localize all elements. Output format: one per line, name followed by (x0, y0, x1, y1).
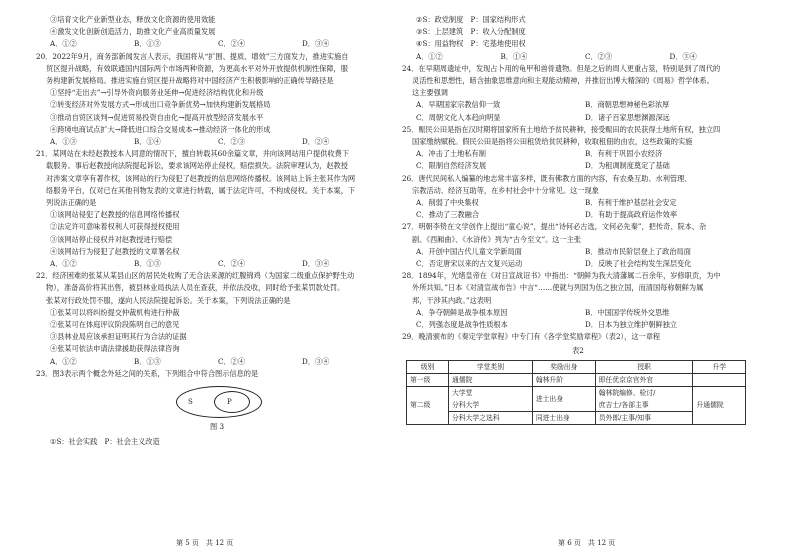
q22-stem-2: 物），准备高价将其出售，被县林业局执法人员在查获，并依法没收，同时给予张某罚款处罚。 (46, 283, 345, 293)
table-caption: 表2 (572, 346, 584, 356)
q25-options-row-2 (402, 160, 754, 172)
option-b: B．①③ (134, 356, 161, 366)
figure-caption: 图 3 (210, 422, 225, 432)
q26-options-row-2 (402, 209, 754, 221)
q22-item-2: ②张某可在体庭评议阶段陈明自己的意见 (50, 320, 180, 330)
q21-stem-4: 络服务平台，仅对已在其他刊物发表的文章进行转载，属于法定许可，不构成侵权。关于本案，下 (46, 185, 356, 195)
q24-options-row-1 (402, 99, 754, 111)
option-a: A．削弱了中央集权 (416, 198, 479, 208)
q22-item-1: ①张某可以将纠纷提交仲裁机构进行仲裁 (50, 307, 180, 317)
table-cell: 翰林升阶 (532, 373, 595, 386)
option-c: C．②③ (585, 51, 613, 61)
option-b: B．商朝思想神秘色彩浓厚 (585, 100, 670, 110)
question-25 (402, 124, 754, 173)
question-20 (36, 51, 386, 149)
q28-options-row-2 (402, 319, 754, 331)
header-promotion: 升学 (693, 360, 746, 373)
option-c: C．推动了三教融合 (416, 210, 480, 220)
q28-stem-3: 邦，干涉其内政。”这表明 (412, 295, 492, 305)
q28-options-row-1 (402, 307, 754, 319)
table-cell: 大学堂 (449, 386, 533, 399)
table-cell: 第二级 (407, 386, 449, 424)
q21-options (36, 258, 386, 270)
table-cell: 通儒院 (449, 373, 533, 386)
q21-stem-1: 21．某网站在未经赵教授本人同意的情况下，擅自转载其60余篇文章，并向该网站用户提供收费下 (36, 149, 349, 159)
table-cell: 进士出身 (532, 386, 595, 411)
option-b: B．①④ (134, 137, 161, 147)
q27-stem-2: 剧、《西厢曲》、《水浒传》列为“古今至文”。这一主张 (412, 234, 582, 244)
question-22 (36, 270, 386, 368)
q21-item-3: ③该网站停止侵权并对赵教授进行赔偿 (50, 234, 173, 244)
question-29 (402, 331, 754, 424)
q24-options-row-2 (402, 112, 754, 124)
header-appointment: 授职 (595, 360, 693, 373)
q29-stem: 29．晚清颁布的《奏定学堂章程》中专门有《各学堂奖励章程》（表2），这一章程 (402, 332, 661, 342)
table-row (407, 373, 746, 386)
right-column (402, 14, 754, 425)
option-a: A．①③ (50, 137, 77, 147)
table-cell: 同进士出身 (532, 411, 595, 424)
option-c: C．列强态度是战争性质根本 (416, 320, 508, 330)
header-level: 级别 (407, 360, 449, 373)
q22-item-3: ③县林业局应该承担证明其行为合法的证据 (50, 332, 187, 342)
table-cell: 即任优京京官外官 (595, 373, 693, 386)
page-footer-right: 第 6 页 共 12 页 (558, 539, 616, 547)
q24-stem-1: 24．在早期周遗址中，发现占卜用的龟甲和兽骨遗物。但是之后的周人更重占筮，特别是到了周代的 (402, 63, 721, 73)
question-26 (402, 173, 754, 222)
option-d: D．③④ (302, 39, 330, 49)
option-a: A．①② (416, 51, 443, 61)
q27-options-row-1 (402, 246, 754, 258)
venn-label-s: S (188, 398, 193, 407)
option-b: B．中国国学传统外交思维 (585, 307, 670, 317)
left-column (36, 14, 386, 448)
table-cell: 翰林院编修、检讨/ (595, 386, 693, 399)
table-cell: 庶吉士/各部主事 (595, 399, 693, 412)
table-cell: 升通儒院 (693, 386, 746, 424)
q23-stem: 23．图3表示两个概念外延之间的关系，下列组合中符合图示信息的是 (36, 368, 259, 378)
q20-stem-3: 务构建新发展格局。推进实施自贸区提升战略将对中国经济产生积极影响的正确传导路径是 (46, 76, 334, 86)
option-d: D．有助于提高政府运作效率 (585, 210, 678, 220)
option-a: A．争夺朝鲜是战争根本原因 (416, 307, 508, 317)
option-b: B．①③ (134, 259, 161, 269)
question-23 (36, 368, 386, 448)
option-d: D．反映了社会结构发生深层变化 (585, 259, 692, 269)
table-cell: 第一级 (407, 373, 449, 386)
q21-stem-3: 对涉案文章享有著作权，该网站的行为侵犯了赵教授的信息网络传播权。该网站上诉主张其作为网 (46, 173, 356, 183)
q20-item-4: ④跨境电商试点扩大→降低进口综合交易成本→推动经济一体化的形成 (50, 124, 271, 134)
option-d: D．③④ (669, 51, 697, 61)
option-a: A．①② (50, 356, 77, 366)
option-b: B．有利于维护基层社会安定 (585, 198, 677, 208)
q20-options (36, 136, 386, 148)
q20-item-2: ②转变经济对外发展方式→形成出口竞争新优势→加快构建新发展格局 (50, 100, 271, 110)
question-27 (402, 221, 754, 270)
header-reward: 奖励出身 (532, 360, 595, 373)
q20-stem-1: 20．2022年9月，商务部新闻发言人表示，我国将从“扩围、提质、增效”三方面发力，推进实施自 (36, 51, 349, 61)
option-c: C．②④ (218, 356, 246, 366)
q28-stem-1: 28．1894年，光绪皇帝在《对日宣战诏书》中指出：“朝鲜为我大清藩属二百余年，岁修职贡，为中 (402, 271, 721, 281)
q21-stem-5: 列说法正确的是 (46, 198, 97, 208)
question-21 (36, 148, 386, 270)
table-header-row (407, 360, 746, 373)
option-a: A．①② (50, 259, 77, 269)
option-b: B．①③ (134, 39, 161, 49)
venn-label-p: P (227, 398, 232, 407)
table-row (407, 386, 746, 399)
q20-stem-2: 贸区提升战略，有效联通国内国际两个市场两种资源，为更高水平对外开放提供机制性保障，服 (46, 63, 348, 73)
page-footer-left: 第 5 页 共 12 页 (176, 539, 234, 547)
q27-options-row-2 (402, 258, 754, 270)
q23-item-2: ②S：政党制度 P：国家结构形式 (416, 15, 526, 24)
option-d: D．诸子百家思想渊源深远 (585, 112, 670, 122)
option-b: B．有利于巩固小农经济 (585, 149, 663, 159)
q26-stem-2: 宗教活动、经济互助等，在乡村社会中十分常见。这一现象 (412, 185, 599, 195)
table-2 (406, 360, 746, 425)
question-24 (402, 63, 754, 124)
option-d: D．②④ (302, 137, 330, 147)
q21-item-1: ①该网站侵犯了赵教授的信息网络传播权 (50, 210, 180, 220)
q22-stem-1: 22．经济困难的张某从某县山区的居民处收购了无合法来源的红腹锦鸡（为国家二级重点保护野生动 (36, 271, 355, 281)
q21-stem-2: 载服务。事后赵教授向法院提起诉讼，要求该网站停止侵权，赔偿损失。法院审理认为，赵教授 (46, 161, 348, 171)
q28-stem-2: 外所共知。”日本《对清宣战布告》中言“……使就与列国为伍之独立国，而清国每称朝鲜为属 (412, 283, 704, 293)
q24-stem-3: 这主要强调 (412, 88, 448, 98)
option-c: C．②③ (218, 137, 246, 147)
option-c: C．限制自然经济发展 (416, 161, 487, 171)
q22-item-4: ④张某可依法申请法律援助获得法律咨询 (50, 344, 180, 354)
option-b: B．推动市民阶层登上了政治局面 (585, 246, 691, 256)
option-c: C．②④ (218, 259, 246, 269)
q27-stem-1: 27．明朝李贽在文学创作上提出“童心说”，提出“诗何必古选，文何必先秦”，把传奇、院本、杂 (402, 222, 707, 232)
venn-inner-circle (214, 391, 250, 413)
option-b: B．①④ (500, 51, 528, 61)
option-c: C．否定唐宋以来的古文复兴运动 (416, 259, 523, 269)
q25-options-row-1 (402, 148, 754, 160)
pre-line-2: ④激发文化创新创造活力，助推文化产业高质量发展 (50, 27, 216, 37)
q23-options (402, 51, 754, 63)
option-a: A．早期国家宗教信仰一致 (416, 100, 501, 110)
q25-stem-1: 25．赈民公田是指在汉时期将国家所有土地给予贫民耕种，接受赈田的农民获得土地所有权，独立四 (402, 124, 721, 134)
figure-3-venn-diagram (36, 384, 386, 434)
header-school-type: 学堂类别 (449, 360, 533, 373)
option-d: D．③④ (302, 356, 330, 366)
q24-stem-2: 灵活性和思想性，暗含抽象思维意向和主观能动精神，并推衍出博大精深的《周易》哲学体系。 (412, 76, 714, 86)
table-cell: 分科大学之选科 (449, 411, 533, 424)
table-cell: 员外郎/主事/知事 (595, 411, 693, 424)
q23-item-3: ③S：上层建筑 P：收入分配制度 (416, 27, 526, 37)
q21-item-4: ④该网站行为侵犯了赵教授的文章署名权 (50, 246, 180, 256)
q22-options (36, 356, 386, 368)
q23-item-4: ④S：用益物权 P：宅基地使用权 (416, 39, 526, 49)
q26-options-row-1 (402, 197, 754, 209)
option-c: C．②④ (218, 39, 246, 49)
q21-item-2: ②法定许可意味着权利人可获得授权使用 (50, 222, 180, 232)
option-a: A．①② (50, 39, 77, 49)
option-c: C．周朝文化人本趋向明显 (416, 112, 501, 122)
q22-stem-3: 张某对行政处罚不服，遂向人民法院提起诉讼。关于本案，下列说法正确的是 (46, 295, 291, 305)
q20-item-1: ①坚持“走出去”→引导外资向服务业延伸→促进经济结构优化和升级 (50, 88, 264, 98)
q23-item-1: ①S：社会实践 P：社会主义改造 (50, 437, 160, 447)
q25-stem-2: 国家缴纳赋税。假民公田是指将公田租赁给贫民耕种，收取租佃的由农，这些政策的实施 (412, 137, 693, 147)
option-d: D．日本为独立维护朝鲜独立 (585, 320, 678, 330)
pre-line-1: ③培育文化产业新型业态，释放文化资源的使用效能 (50, 15, 216, 24)
pre-options (36, 38, 386, 50)
question-28 (402, 270, 754, 331)
table-cell (693, 373, 746, 386)
table-cell: 分科大学 (449, 399, 533, 412)
q26-stem-1: 26．唐代民间私人编纂的地志常丰富多样，既有佛教方面的内容，有农桑互助、水利管理、 (402, 173, 692, 183)
option-a: A．冲击了土地私有制 (416, 149, 486, 159)
option-a: A．开创中国古代儿童文学新局面 (416, 246, 522, 256)
q20-item-3: ③推动自贸区谈判→促进贸易投资自由化→提高开放型经济发展水平 (50, 112, 264, 122)
option-d: D．③④ (302, 259, 330, 269)
option-d: D．为租调制度奠定了基础 (585, 161, 670, 171)
